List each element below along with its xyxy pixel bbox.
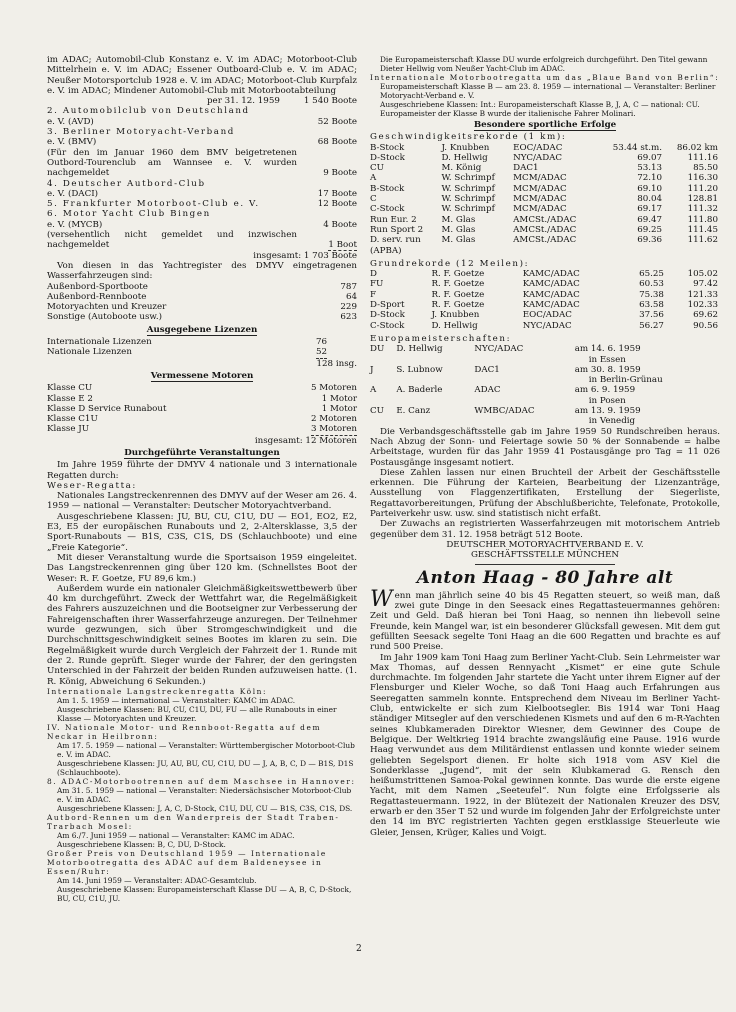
base-records-heading: Grundrekorde (12 Meilen): [370, 258, 530, 269]
weser-paragraph: Mit dieser Veranstaltung wurde die Sportsaison 1959 eingeleitet. Das Langstreckenrennen ging über 120 km. (Schnellstes Boot der Weser: R. F. Goetze, FU 89,6 km.) [47, 552, 357, 584]
table-row [370, 365, 720, 375]
vessel-types: Außenbord-Sportboote 787 Außenbord-Rennboote 64 Motoryachten und Kreuzer 229 Sonstige (Autoboote usw.) 623 [47, 281, 357, 323]
table-row [370, 269, 720, 279]
table-row [370, 290, 720, 300]
table-cell: R. F. Goetze [431, 300, 485, 311]
table-cell: R. F. Goetze [431, 289, 485, 300]
article-paragraph: Im Jahr 1909 kam Toni Haag zum Berliner Yacht-Club. Sein Lehrmeister war Max Thomas, auf dessen Rennyacht „Kismet“ er eine gute Schule durchmachte. Im folgenden Jahr startete die Yacht unter ihrem Eigner auf der Flensburger und Kieler Woche, so daß Toni Haag auch Erfahrungen aus Seeregatten sammeln konnte. Entsprechend dem Niveau im Berliner Yacht-Club, entwickelte er sich zum Kielbootsegler. Bis 1914 war Toni Haag ständiger Mitsegler auf den verschiedenen Kismets und auf den 6 m-R-Yachten seines Klubkameraden Direktor Wiesner, dem Gewinner des Coupe de Belgique. Der Weltkrieg 1914 brachte zwangsläufig eine Pause. 1916 wurde Haag verwundet aus dem Militärdienst entlassen und konnte wieder seinem geliebten Segelsport dienen. Er holte sich 1918 vom ASV Kiel die Sonderklasse „Jugend“, mit der sein Klubkamerad G. Rensch den heißumstrittenen Samoa-Pokal gewinnen konnte. Das wurde die erste eigene Yacht, mit dem Namen „Seeteufel“. Nun folgte eine Erfolgsserie als Regattasteuermann. 1922, in der Blütezeit der Nationalen Kreuzer des DSV, erwarb er den 35er T 52 und wurde im folgenden Jahr der Erfolgreichste unter den 14 im BYC registrierten Yachten gegen erstklassige Steuerleute wie Gleier, Jensen, Krüger, Kalies und Voigt. [370, 652, 720, 838]
club-entry: 4. Deutscher Autbord-Club e. V. (DACI) 17 Boote [47, 178, 357, 199]
table-row [370, 225, 720, 235]
table-cell [664, 246, 720, 256]
table-cell: 69.17 [637, 204, 663, 215]
table-cell: F [370, 289, 377, 300]
table-cell: 86.02 km [676, 142, 718, 153]
speed-records-heading: Geschwindigkeitsrekorde (1 km): [370, 132, 567, 143]
table-cell: D. serv. run [370, 235, 421, 246]
table-cell: CU [370, 406, 384, 417]
table-cell: MCM/ADAC [513, 204, 567, 215]
office-paragraph: Die Verbandsgeschäftsstelle gab im Jahre 1959 50 Rundschreiben heraus. Nach Abzug der Sonn- und Feiertage sowie 50 % der Sonnabende = halbe Arbeitstage, wurden für das Jahr 1959 41 Postausgänge pro Tag = 11 026 Postausgänge insgesamt notiert. [370, 426, 720, 468]
table-cell [598, 246, 665, 256]
table-cell: 116.30 [687, 173, 718, 184]
table-cell: 111.16 [687, 152, 718, 163]
table-row [370, 279, 720, 289]
mycb-note: (versehentlich nicht gemeldet und inzwischen nachgemeldet [47, 230, 297, 251]
table-cell: 111.62 [687, 235, 718, 246]
table-cell: 105.02 [687, 269, 718, 280]
table-row [370, 184, 720, 194]
european-championships-heading: Europameisterschaften: [370, 333, 512, 344]
table-cell: 69.25 [637, 224, 663, 235]
table-cell: 53.13 [637, 163, 663, 174]
table-row [370, 246, 720, 256]
events-heading: Durchgeführte Veranstaltungen [124, 447, 280, 458]
intro-total-row: per 31. 12. 1959 1 540 Boote [207, 96, 357, 107]
events-intro: Im Jahre 1959 führte der DMYV 4 nationale und 3 internationale Regatten durch: [47, 460, 357, 481]
table-cell: 80.04 [637, 194, 663, 205]
table-cell: 121.33 [687, 289, 718, 300]
table-cell: J. Knubben [431, 310, 480, 321]
table-cell: 69.62 [693, 310, 718, 321]
table-cell: AMCSt./ADAC [513, 224, 577, 235]
table-row [370, 385, 720, 395]
table-cell: am 13. 9. 1959 [574, 406, 641, 417]
table-row [370, 235, 720, 245]
table-cell [442, 246, 514, 256]
table-row [370, 310, 720, 320]
table-cell: Run Eur. 2 [370, 214, 417, 225]
base-records-table [370, 269, 720, 331]
table-cell: 60.53 [639, 279, 664, 290]
table-cell: D-Stock [370, 310, 405, 321]
table-cell: 111.45 [687, 224, 718, 235]
table-cell: D-Stock [370, 152, 405, 163]
table-cell: A [370, 173, 377, 184]
table-cell: M. Glas [441, 214, 476, 225]
article-title: Anton Haag - 80 Jahre alt [416, 568, 674, 589]
table-cell: D-Sport [370, 300, 405, 311]
bmv-note-value: 9 Boote [323, 168, 357, 179]
table-cell: 37.56 [639, 310, 664, 321]
weser-paragraph: Ausgeschriebene Klassen: JU, BU, CU, C1U, DU — EO1, EO2, E2, E3, E5 der europäischen Runabouts und 2, 2-Altersklasse, 3,5 der Sport-Runabouts — B1S, C3S, C1S, DS (Schlauchboote) und eine „Freie Kategorie“. [47, 511, 357, 553]
european-championship-notes: Die Europameisterschaft Klasse DU wurde erfolgreich durchgeführt. Den Titel gewann Dieter Hellwig vom Neußer Yacht-Club im ADAC. Internationale Motorbootregatta um das „Blaue Band von Berlin“: Europameisterschaft Klasse B — am 23. 8. 1959 — international — Veranstalter: Berliner Motoryacht-Verband e. V. Ausgeschriebene Klassen: Int.: Europameisterschaft Klasse B, J, A, C — national: CU. Europameister der Klasse B wurde der italienische Fahrer Molinari. [370, 55, 720, 118]
event-entry: IV. Nationale Motor- und Rennboot-Regatta auf dem Neckar in Heilbronn: Am 17. 5. 1959 — national — Veranstalter: Württembergischer Motorboot-Club e. V. im ADAC. Ausgeschriebene Klassen: JU, AU, BU, CU, C1U, DU — J, A, B, C, D — B1S, D1S (Schlauchboote). [47, 722, 355, 777]
speed-records-table [370, 143, 720, 256]
weser-paragraph: Nationales Langstreckenrennen des DMYV auf der Weser am 26. 4. 1959 — national — Veranstalter: Deutscher Motoryachtverband. [47, 491, 357, 512]
table-cell: 69.36 [637, 235, 663, 246]
divider [475, 564, 615, 565]
table-row [370, 416, 720, 426]
table-row [370, 300, 720, 310]
table-row [370, 204, 720, 214]
table-cell: 85.50 [693, 163, 718, 174]
table-cell: C [370, 194, 377, 205]
table-cell: 72.10 [637, 173, 663, 184]
table-cell: DAC1 [474, 364, 500, 375]
signature-line: GESCHÄFTSSTELLE MÜNCHEN [470, 550, 620, 561]
table-cell: in Posen [588, 395, 626, 406]
table-cell: R. F. Goetze [431, 269, 485, 280]
table-cell: CU [370, 163, 384, 174]
table-cell: DAC1 [513, 163, 539, 174]
event-entry: Internationale Langstreckenregatta Köln: Am 1. 5. 1959 — international — Veranstalter: KAMC im ADAC. Ausgeschriebene Klassen: BU, CU, C1U, DU, FU — alle Runabouts in einer Klasse — Motoryachten und Kreuzer. [47, 686, 337, 723]
weser-heading: Weser-Regatta: [47, 480, 137, 491]
table-cell: D. Hellwig [441, 152, 488, 163]
table-cell: B-Stock [370, 142, 405, 153]
table-cell: NYC/ADAC [522, 320, 572, 331]
table-cell: AMCSt./ADAC [513, 214, 577, 225]
table-cell: B-Stock [370, 183, 405, 194]
table-cell: am 6. 9. 1959 [574, 385, 636, 396]
table-cell: EOC/ADAC [522, 310, 572, 321]
table-row [370, 344, 720, 354]
right-column [370, 55, 720, 838]
table-cell: 56.27 [639, 320, 664, 331]
table-cell: 111.32 [687, 204, 718, 215]
table-cell: 63.58 [639, 300, 664, 311]
mycb-note-value: 1 Boot [328, 240, 357, 251]
table-cell: KAMC/ADAC [522, 269, 580, 280]
table-cell: MCM/ADAC [513, 173, 567, 184]
table-cell: W. Schrimpf [441, 204, 495, 215]
table-cell: WMBC/ADAC [474, 406, 535, 417]
table-cell: in Berlin-Grünau [588, 375, 663, 386]
table-cell: C-Stock [370, 204, 405, 215]
office-paragraph: Der Zuwachs an registrierten Wasserfahrzeugen mit motorischem Antrieb gegenüber dem 31. 12. 1958 beträgt 512 Boote. [370, 519, 720, 540]
table-cell: A [370, 385, 377, 396]
table-row [370, 355, 720, 365]
table-cell: E. Canz [396, 406, 431, 417]
licenses-total: 128 insg. [316, 358, 357, 369]
table-cell: KAMC/ADAC [522, 279, 580, 290]
table-cell: 102.33 [687, 300, 718, 311]
engines-heading: Vermessene Motoren [150, 370, 254, 381]
club-entry: 2. Automobilclub von Deutschland e. V. (AVD) 52 Boote [47, 106, 357, 127]
table-cell: 97.42 [693, 279, 718, 290]
signature-line: DEUTSCHER MOTORYACHTVERBAND E. V. [446, 539, 644, 550]
table-cell: am 14. 6. 1959 [574, 344, 641, 355]
table-cell: R. F. Goetze [431, 279, 485, 290]
table-cell: NYC/ADAC [474, 344, 524, 355]
table-cell: KAMC/ADAC [522, 289, 580, 300]
licenses-list: Internationale Lizenzen 76 Nationale Lizenzen 52 [47, 337, 327, 358]
table-cell: 128.81 [687, 194, 718, 205]
table-row [370, 163, 720, 173]
table-cell: A. Baderle [396, 385, 443, 396]
table-cell: W. Schrimpf [441, 194, 495, 205]
table-cell: am 30. 8. 1959 [574, 364, 641, 375]
table-cell: NYC/ADAC [513, 152, 563, 163]
licenses-heading: Ausgegebene Lizenzen [146, 324, 258, 335]
intro-paragraph: im ADAC; Automobil-Club Konstanz e. V. im ADAC; Motorboot-Club Mittelrhein e. V. im ADAC; Essener Outboard-Club e. V. im ADAC; Neußer Motorsportclub 1928 e. V. im ADAC; Motorboot-Club Kurpfalz e. V. im ADAC; Mindener Automobil-Club mit Motorbootabteilung [47, 55, 357, 96]
table-cell: 69.07 [637, 152, 663, 163]
table-row [370, 194, 720, 204]
table-cell: W. Schrimpf [441, 183, 495, 194]
table-cell: 75.38 [639, 289, 664, 300]
page-number: 2 [356, 944, 362, 954]
table-cell: 111.20 [687, 183, 718, 194]
table-cell: J. Knubben [441, 142, 490, 153]
event-entry: 8. ADAC-Motorbootrennen auf dem Maschsee in Hannover: Am 31. 5. 1959 — national — Veranstalter: Niedersächsischer Motorboot-Club e. V. im ADAC. Ausgeschriebene Klassen: J, A, C, D-Stock, C1U, DU, CU — B1S, C3S, C1S, DS. [47, 776, 356, 813]
table-cell: M. Glas [441, 235, 476, 246]
drop-cap: W [370, 586, 393, 612]
event-entry: Autbord-Rennen um den Wanderpreis der Stadt Traben-Trarbach Mosel: Am 6./7. Juni 1959 — national — Veranstalter: KAMC im ADAC. Ausgeschriebene Klassen: B, C, DU, D-Stock. [47, 812, 340, 849]
table-cell: in Essen [588, 354, 626, 365]
left-column [47, 55, 357, 903]
table-row [370, 173, 720, 183]
engines-list: Klasse CU 5 Motoren Klasse E 2 1 Motor Klasse D Service Runabout 1 Motor Klasse C1U 2 Motoren Klasse JU 3 Motoren [47, 383, 357, 435]
table-cell: M. Glas [441, 224, 476, 235]
european-championships-table [370, 344, 720, 426]
table-cell: Run Sport 2 [370, 224, 424, 235]
table-row [370, 406, 720, 416]
table-cell: S. Lubnow [396, 364, 443, 375]
yacht-register-intro: Von diesen in das Yachtregister des DMYV eingetragenen Wasserfahrzeugen sind: [47, 260, 357, 282]
table-cell: 69.10 [637, 183, 663, 194]
table-cell: DU [370, 344, 385, 355]
table-cell: D [370, 269, 377, 280]
table-cell: 69.47 [637, 214, 663, 225]
weser-paragraph: Außerdem wurde ein nationaler Gleichmäßigkeitswettbewerb über 40 km durchgeführt. Zweck der Wettfahrt war, die Regelmäßigkeit des Fahrers auszuzeichnen und die Bootseigner zur Verbesserung der Fahreigenschaften ihrer Wasserfahrzeuge anzuregen. Der Teilnehmer wurde gezwungen, sich über Stromgeschwindigkeit und die Durchschnittsgeschwindigkeit seines Bootes im klaren zu sein. Die Regelmäßigkeit wurde durch Vergleich der Fahrzeit der 1. Runde mit der 2. Runde geprüft. Sieger wurde der Fahrer, der den geringsten Unterschied in der Fahrzeit der beiden Runden aufzuweisen hatte. (1. R. König, Abweichung 6 Sekunden.) [47, 583, 357, 687]
table-cell: MCM/ADAC [513, 183, 567, 194]
table-row [370, 375, 720, 385]
table-cell [513, 246, 597, 256]
table-row [370, 143, 720, 153]
table-cell: 111.80 [687, 214, 718, 225]
table-cell: 65.25 [639, 269, 664, 280]
table-row [370, 153, 720, 163]
club-entry: 3. Berliner Motoryacht-Verband e. V. (BMV) 68 Boote [47, 127, 357, 148]
table-cell: 90.56 [693, 320, 718, 331]
table-row [370, 215, 720, 225]
table-cell: D. Hellwig [431, 320, 478, 331]
table-cell: (APBA) [370, 245, 402, 256]
table-cell: EOC/ADAC [513, 142, 563, 153]
engines-total: insgesamt: 12 Motoren [254, 435, 357, 446]
table-cell: FU [370, 279, 384, 290]
table-cell: MCM/ADAC [513, 194, 567, 205]
club-entry: 5. Frankfurter Motorboot-Club e. V. 12 Boote [47, 199, 357, 210]
office-paragraph: Diese Zahlen lassen nur einen Bruchteil der Arbeit der Geschäftsstelle erkennen. Die Führung der Karteien, Bearbeitung der Lizenzanträge, Ausstellung von Flaggenzertifikaten, Erstellung der Siegerliste, Regattavorbereitungen, Prüfung der Abschlußberichte, Telefonate, Protokolle, Parteiverkehr usw. usw. sind statistisch nicht erfaßt. [370, 467, 720, 519]
article-paragraph: Wenn man jährlich seine 40 bis 45 Regatten steuert, so weiß man, daß zwei gute Dinge in den Seesack eines Regattasteuermannes gehören: Zeit und Geld. Daß hieran bei Toni Haag, so nennen ihn liebevoll seine Freunde, kein Mangel war, ist ein besonderer Glücksfall gewesen. Mit dem gut gefüllten Seesack segelte Toni Haag an die 600 Regatten und brachte es auf rund 500 Preise. [370, 586, 720, 653]
table-cell: M. König [441, 163, 482, 174]
table-cell: KAMC/ADAC [522, 300, 580, 311]
club-entry: 6. Motor Yacht Club Bingen e. V. (MYCB) 4 Boote [47, 209, 357, 230]
table-cell: W. Schrimpf [441, 173, 495, 184]
table-cell: D. Hellwig [396, 344, 443, 355]
table-row [370, 321, 720, 331]
table-cell: in Venedig [588, 416, 636, 427]
table-cell: J [370, 364, 374, 375]
table-cell: C-Stock [370, 320, 405, 331]
boats-total: insgesamt: 1 703 Boote [253, 250, 357, 261]
event-entry: Großer Preis von Deutschland 1959 — Internationale Motorbootregatta des ADAC auf dem Baldeneysee in Essen/Ruhr: Am 14. Juni 1959 — Veranstalter: ADAC-Gesamtclub. Ausgeschriebene Klassen: Europameisterschaft Klasse DU — A, B, C, D-Stock, BU, CU, C1U, JU. [47, 848, 352, 903]
table-cell: 53.44 st.m. [612, 142, 663, 153]
events-list [47, 687, 357, 903]
achievements-heading: Besondere sportliche Erfolge [473, 120, 617, 130]
table-row [370, 396, 720, 406]
bmv-note: (Für den im Januar 1960 dem BMV beigetretenen Outbord-Tourenclub am Wannsee e. V. wurden nachgemeldet [47, 147, 297, 179]
table-cell: AMCSt./ADAC [513, 235, 577, 246]
table-cell: ADAC [474, 385, 501, 396]
